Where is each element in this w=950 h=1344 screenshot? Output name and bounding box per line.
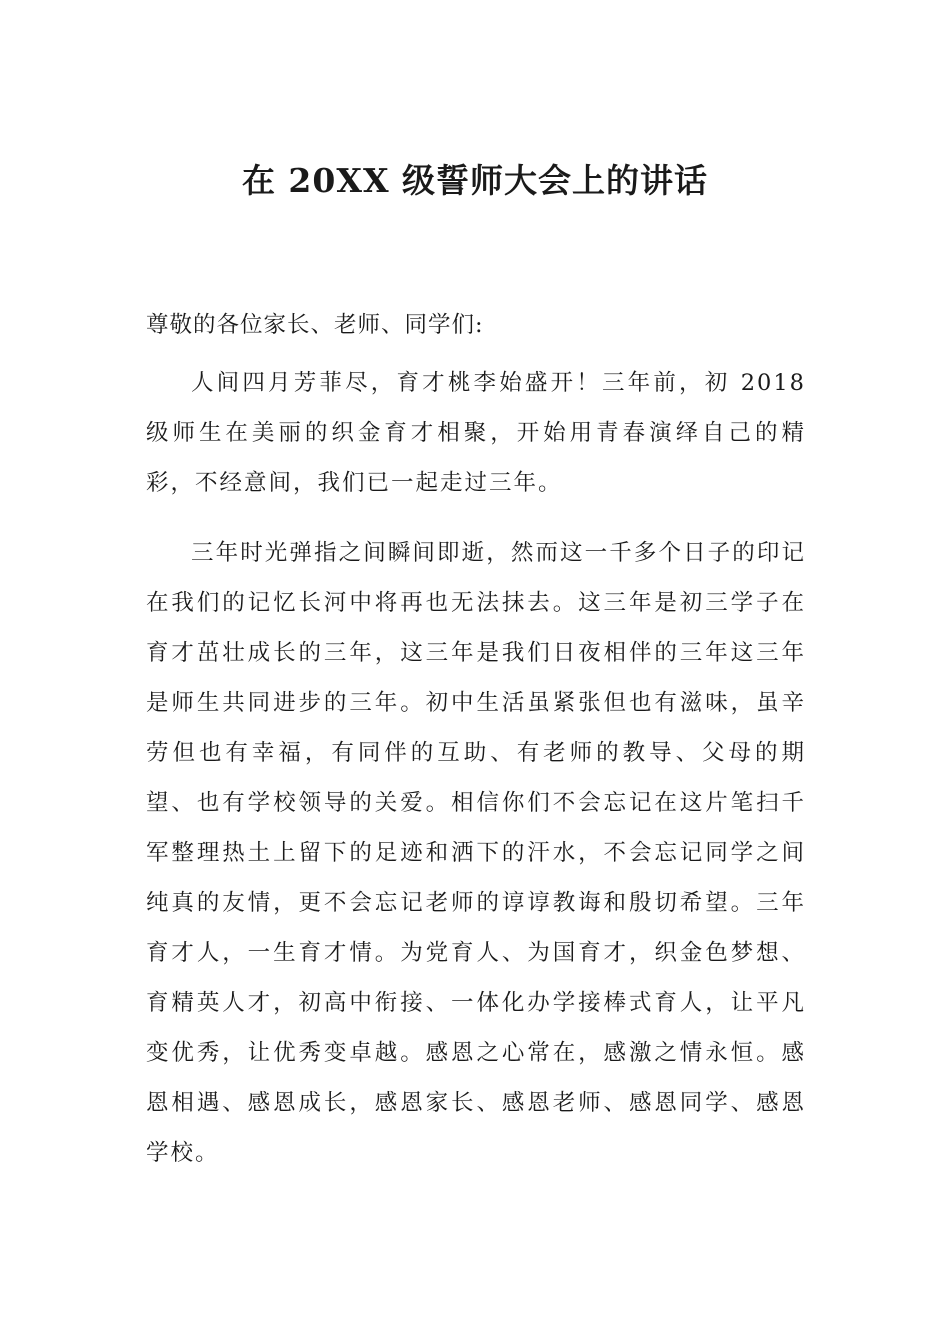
paragraph-2: 三年时光弹指之间瞬间即逝，然而这一千多个日子的印记在我们的记忆长河中将再也无法抹去。这三年是初三学子在育才茁壮成长的三年，这三年是我们日夜相伴的三年这三年是师生共同进步的三年。初中生活虽紧张但也有滋味，虽辛劳但也有幸福，有同伴的互助、有老师的教导、父母的期望、也有学校领导的关爱。相信你们不会忘记在这片笔扫千军整理热土上留下的足迹和洒下的汗水，不会忘记同学之间纯真的友情，更不会忘记老师的谆谆教诲和殷切希望。三年育才人，一生育才情。为党育人、为国育才，织金色梦想、育精英人才，初高中衔接、一体化办学接棒式育人，让平凡变优秀，让优秀变卓越。感恩之心常在，感激之情永恒。感恩相遇、感恩成长，感恩家长、感恩老师、感恩同学、感恩学校。 (146, 540, 806, 1166)
document-title: 在 20XX 级誓师大会上的讲话 (241, 161, 709, 200)
salutation: 尊敬的各位家长、老师、同学们: (146, 312, 484, 338)
paragraph-1: 人间四月芳菲尽，育才桃李始盛开！三年前，初 2018 级师生在美丽的织金育才相聚，开始用青春演绎自己的精彩，不经意间，我们已一起走过三年。 (146, 370, 806, 496)
document-body (146, 300, 806, 1178)
